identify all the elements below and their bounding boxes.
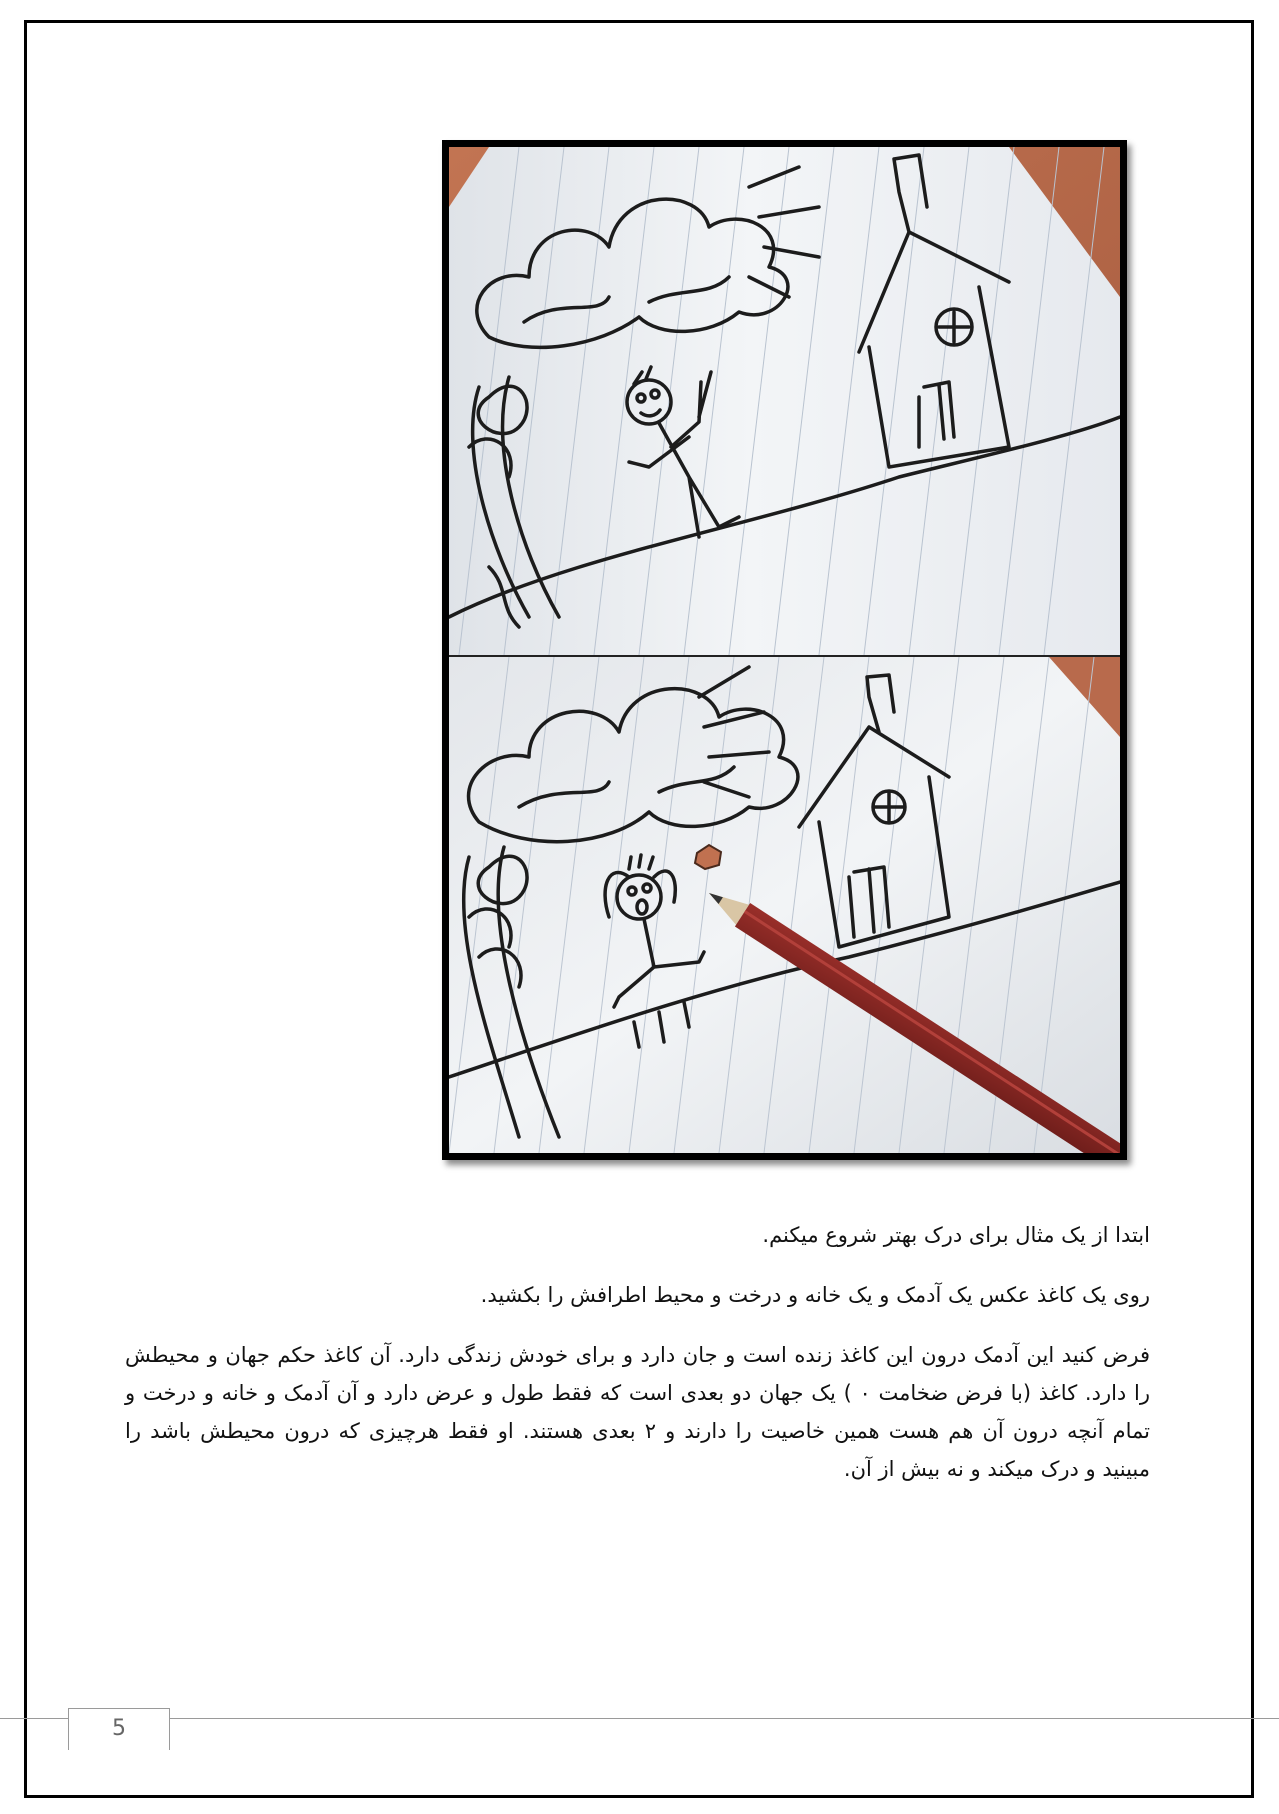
figure-photo-frame [442,140,1127,1160]
paragraph-instruction: روی یک کاغذ عکس یک آدمک و یک خانه و درخت و محیط اطرافش را بکشید. [480,1283,1150,1307]
footer-rule [0,1718,1279,1719]
body-text [125,1216,1150,1510]
paragraph-intro: ابتدا از یک مثال برای درک بهتر شروع میکنم. [762,1223,1150,1247]
photo-panel-waving-figure [449,147,1120,655]
photo-panel-pencil-hole [449,657,1120,1153]
paragraph-explanation: فرض کنید این آدمک درون این کاغذ زنده است و جان دارد و برای خودش زندگی دارد. آن کاغذ حکم جهان و محیطش را دارد. کاغذ (با فرض ضخامت ۰ ) یک جهان دو بعدی است که فقط طول و عرض دارد و آن آدمک و خانه و درخت و تمام آنچه درون آن هم هست همین خاصیت را دارند و ۲ بعدی هستند. او فقط هرچیزی که درون محیطش باشد را مبینید و درک میکند و نه بیش از آن. [125,1343,1151,1481]
page-number: 5 [112,1716,126,1741]
